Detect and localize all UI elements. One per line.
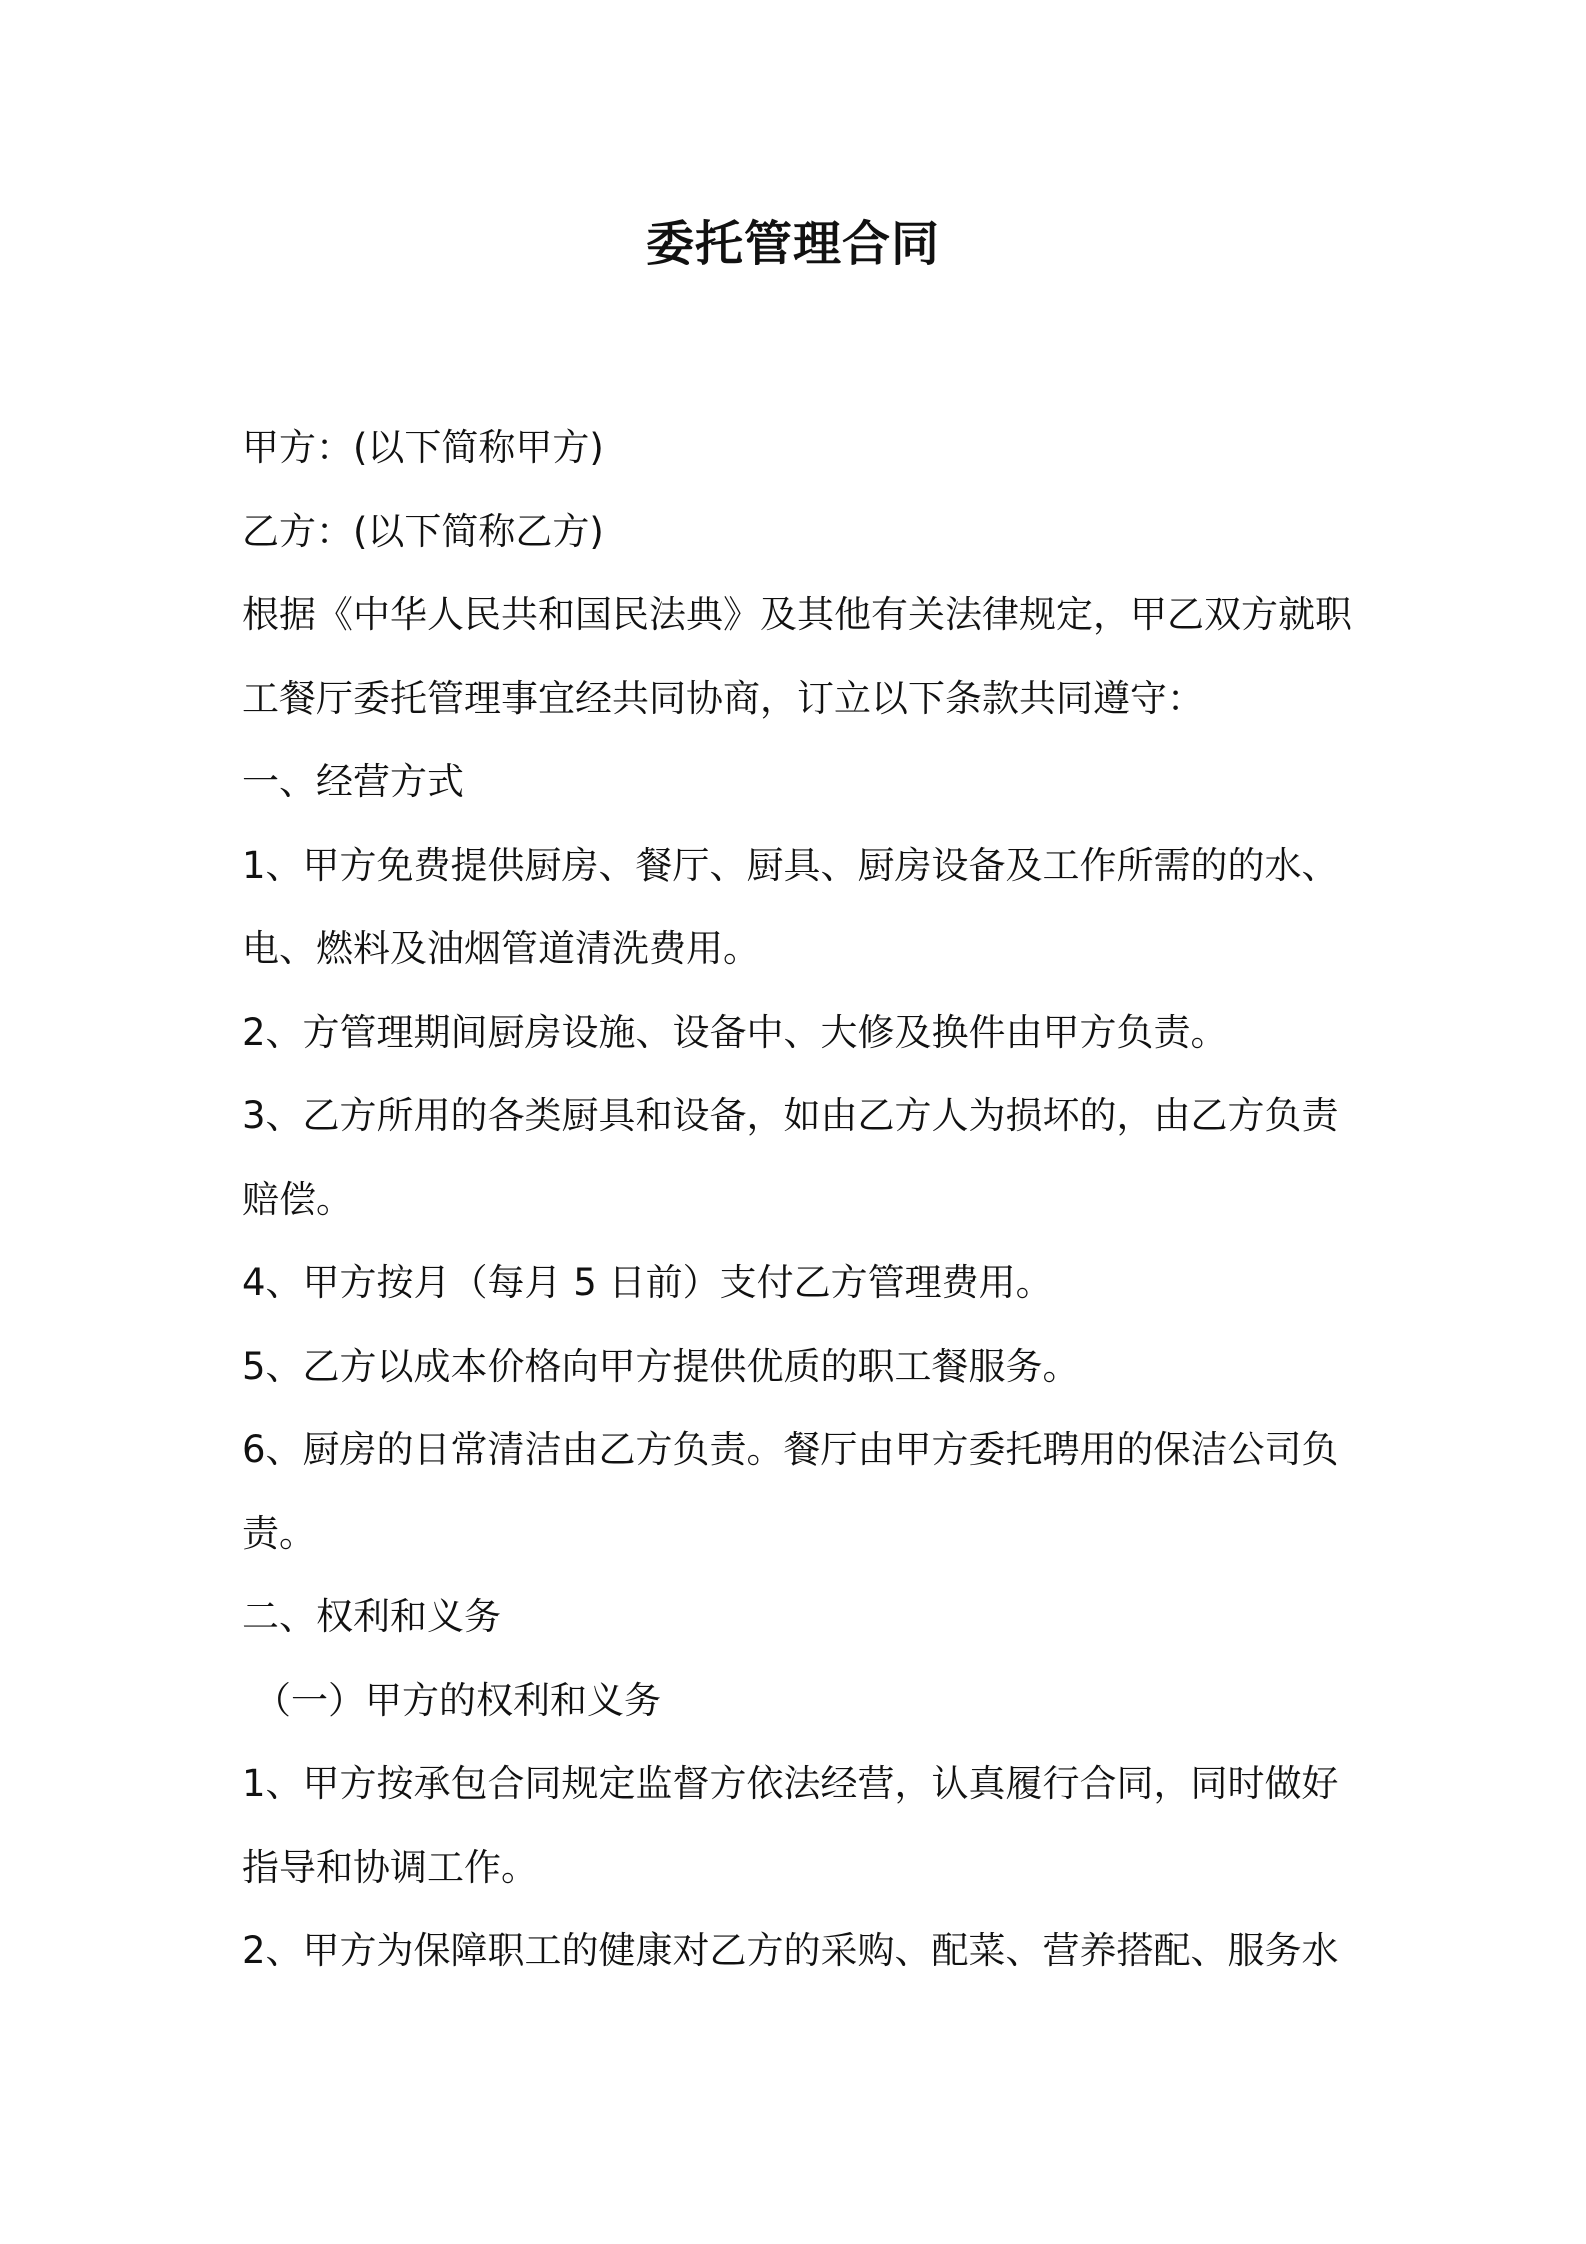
- clause-5: 5、乙方以成本价格向甲方提供优质的职工餐服务。: [242, 1344, 1080, 1388]
- subsection-heading-party-a: （一）甲方的权利和义务: [254, 1678, 661, 1722]
- party-b-line: 乙方：(以下简称乙方): [242, 509, 604, 553]
- section-heading-rights: 二、权利和义务: [242, 1595, 501, 1638]
- rights-clause-2-line-1: 2、甲方为保障职工的健康对乙方的采购、配菜、营养搭配、服务水: [242, 1929, 1339, 1972]
- section-heading-operation: 一、经营方式: [242, 760, 464, 803]
- clause-1-line-2: 电、燃料及油烟管道清洗费用。: [242, 927, 760, 970]
- preamble-line-2: 工餐厅委托管理事宜经共同协商，订立以下条款共同遵守：: [242, 676, 1204, 720]
- rights-clause-1-line-1: 1、甲方按承包合同规定监督方依法经营，认真履行合同，同时做好: [242, 1762, 1339, 1805]
- document-title: 委托管理合同: [645, 216, 940, 272]
- clause-6-line-1: 6、厨房的日常清洁由乙方负责。餐厅由甲方委托聘用的保洁公司负: [242, 1428, 1339, 1471]
- party-a-line: 甲方：(以下简称甲方): [242, 426, 604, 469]
- rights-clause-1-line-2: 指导和协调工作。: [242, 1845, 538, 1889]
- clause-6-line-2: 责。: [242, 1511, 316, 1555]
- preamble-line-1: 根据《中华人民共和国民法典》及其他有关法律规定，甲乙双方就职: [242, 593, 1352, 636]
- document-body: [242, 406, 1362, 1993]
- clause-4: 4、甲方按月（每月 5 日前）支付乙方管理费用。: [242, 1261, 1053, 1304]
- clause-2: 2、方管理期间厨房设施、设备中、大修及换件由甲方负责。: [242, 1010, 1228, 1054]
- clause-3-line-2: 赔偿。: [242, 1177, 353, 1221]
- clause-3-line-1: 3、乙方所用的各类厨具和设备，如由乙方人为损坏的，由乙方负责: [242, 1094, 1339, 1137]
- clause-1-line-1: 1、甲方免费提供厨房、餐厅、厨具、厨房设备及工作所需的的水、: [242, 843, 1339, 887]
